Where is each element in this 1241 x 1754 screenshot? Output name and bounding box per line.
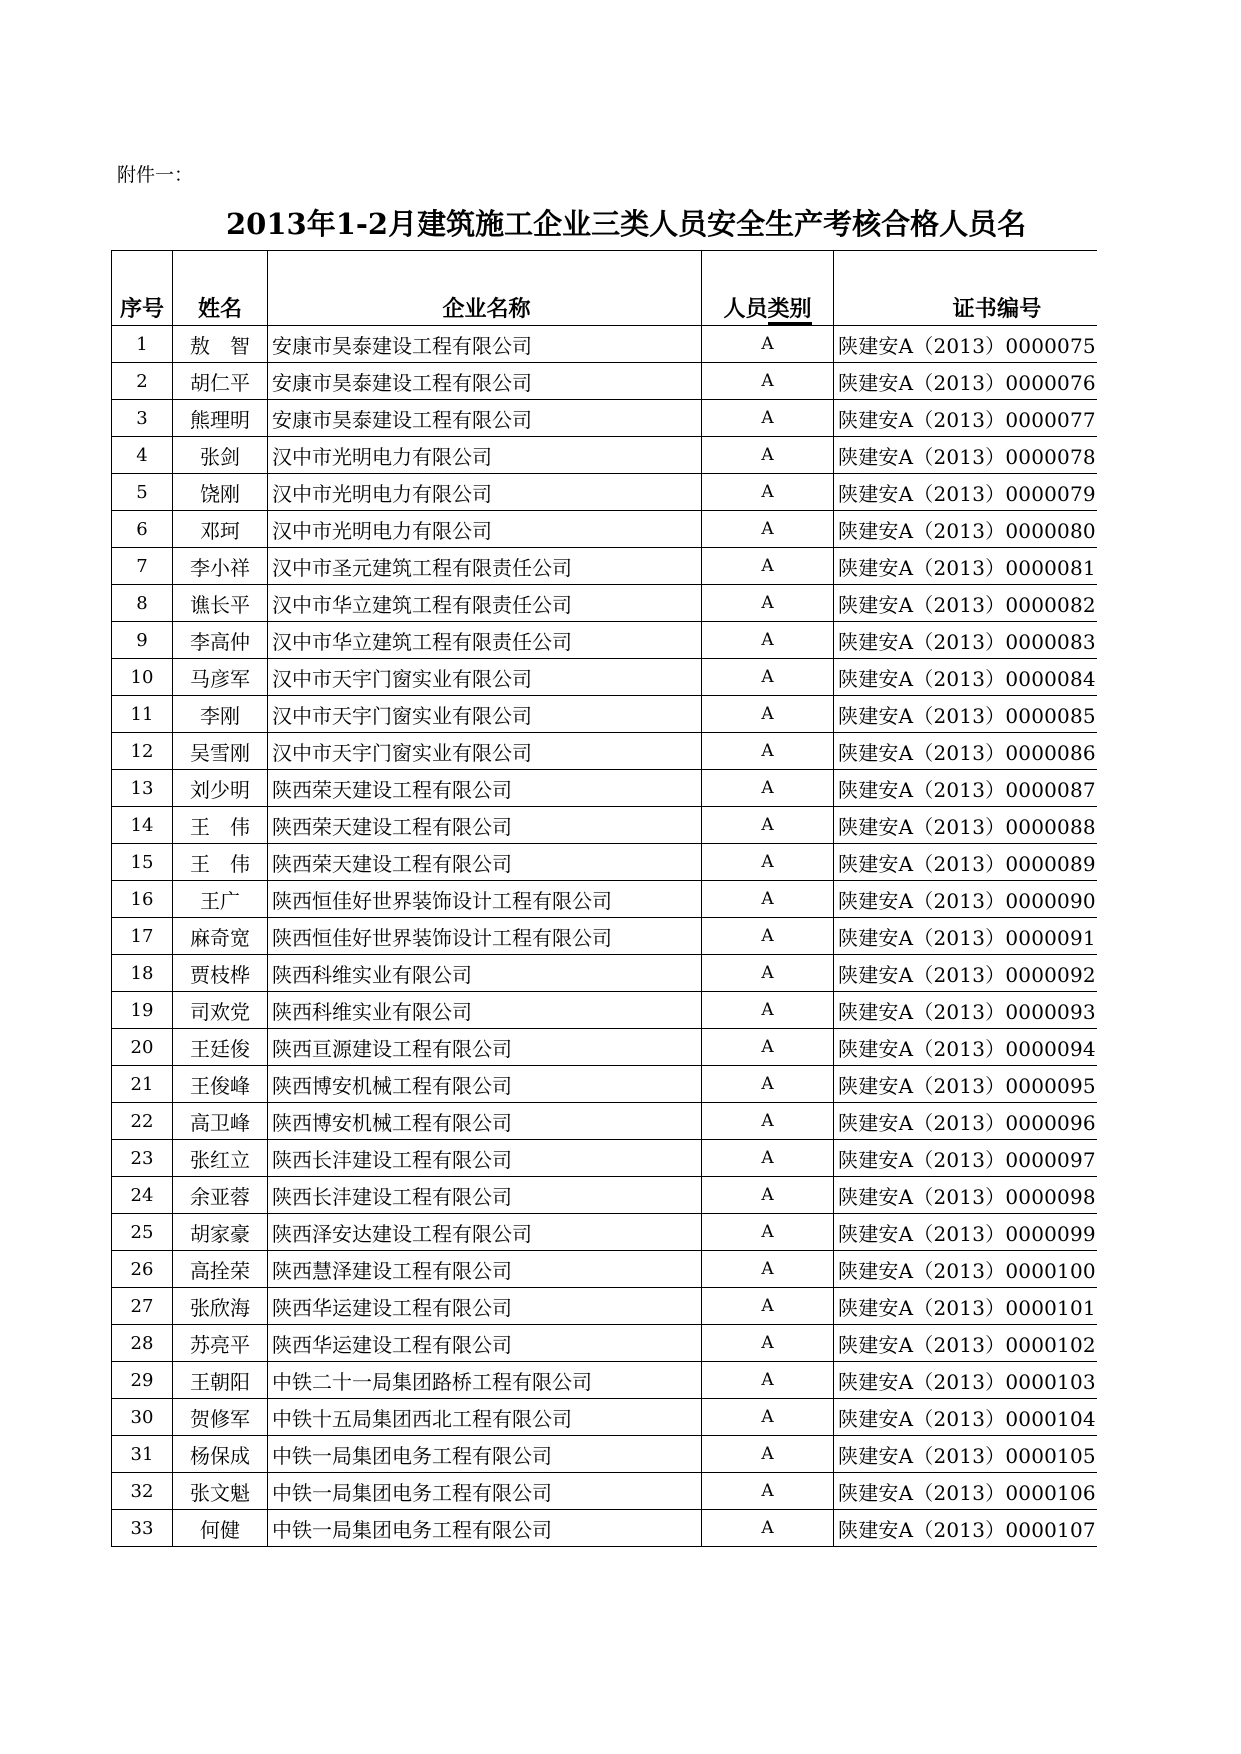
category-cell: A	[702, 1214, 834, 1251]
certificate-cell: 陕建安A（2013）0000093	[834, 992, 1098, 1029]
seq-cell: 23	[112, 1140, 173, 1177]
table-row	[112, 548, 1098, 585]
seq-cell: 29	[112, 1362, 173, 1399]
name-cell: 贺修军	[173, 1399, 268, 1436]
name-cell: 王 伟	[173, 807, 268, 844]
category-cell: A	[702, 622, 834, 659]
category-cell: A	[702, 1325, 834, 1362]
table-row	[112, 1325, 1098, 1362]
category-cell: A	[702, 1399, 834, 1436]
company-cell: 陕西亘源建设工程有限公司	[268, 1029, 702, 1066]
name-cell: 胡家豪	[173, 1214, 268, 1251]
category-cell: A	[702, 1251, 834, 1288]
table-row	[112, 881, 1098, 918]
certificate-cell: 陕建安A（2013）0000080	[834, 511, 1098, 548]
header-category-part1: 人员	[723, 296, 768, 322]
certificate-cell: 陕建安A（2013）0000083	[834, 622, 1098, 659]
company-cell: 陕西科维实业有限公司	[268, 992, 702, 1029]
name-cell: 张文魁	[173, 1473, 268, 1510]
table-row	[112, 1251, 1098, 1288]
name-cell: 王廷俊	[173, 1029, 268, 1066]
company-cell: 陕西恒佳好世界装饰设计工程有限公司	[268, 918, 702, 955]
certificate-cell: 陕建安A（2013）0000092	[834, 955, 1098, 992]
certificate-cell: 陕建安A（2013）0000106	[834, 1473, 1098, 1510]
category-cell: A	[702, 1510, 834, 1547]
table-row	[112, 696, 1098, 733]
certificate-cell: 陕建安A（2013）0000101	[834, 1288, 1098, 1325]
table-viewport	[111, 250, 1097, 1580]
name-cell: 何健	[173, 1510, 268, 1547]
table-row	[112, 511, 1098, 548]
name-cell: 张红立	[173, 1140, 268, 1177]
table-row	[112, 918, 1098, 955]
name-cell: 熊理明	[173, 400, 268, 437]
name-cell: 张剑	[173, 437, 268, 474]
seq-cell: 19	[112, 992, 173, 1029]
qualified-personnel-table	[111, 250, 1097, 1547]
seq-cell: 3	[112, 400, 173, 437]
table-row	[112, 622, 1098, 659]
company-cell: 陕西博安机械工程有限公司	[268, 1066, 702, 1103]
attachment-label: 附件一：	[117, 164, 194, 186]
certificate-cell: 陕建安A（2013）0000090	[834, 881, 1098, 918]
company-cell: 陕西科维实业有限公司	[268, 955, 702, 992]
table-row	[112, 585, 1098, 622]
company-cell: 陕西华运建设工程有限公司	[268, 1288, 702, 1325]
company-cell: 陕西泽安达建设工程有限公司	[268, 1214, 702, 1251]
name-cell: 敖 智	[173, 326, 268, 363]
category-cell: A	[702, 770, 834, 807]
table-row	[112, 733, 1098, 770]
seq-cell: 18	[112, 955, 173, 992]
seq-cell: 4	[112, 437, 173, 474]
category-cell: A	[702, 844, 834, 881]
category-cell: A	[702, 548, 834, 585]
name-cell: 麻奇宽	[173, 918, 268, 955]
table-row	[112, 992, 1098, 1029]
certificate-cell: 陕建安A（2013）0000097	[834, 1140, 1098, 1177]
company-cell: 陕西慧泽建设工程有限公司	[268, 1251, 702, 1288]
category-cell: A	[702, 1103, 834, 1140]
table-row	[112, 1436, 1098, 1473]
company-cell: 汉中市光明电力有限公司	[268, 437, 702, 474]
seq-cell: 13	[112, 770, 173, 807]
name-cell: 李小祥	[173, 548, 268, 585]
table-row	[112, 1473, 1098, 1510]
category-cell: A	[702, 511, 834, 548]
name-cell: 杨保成	[173, 1436, 268, 1473]
name-cell: 饶刚	[173, 474, 268, 511]
seq-cell: 20	[112, 1029, 173, 1066]
category-cell: A	[702, 363, 834, 400]
table-row	[112, 807, 1098, 844]
seq-cell: 21	[112, 1066, 173, 1103]
name-cell: 高卫峰	[173, 1103, 268, 1140]
company-cell: 中铁一局集团电务工程有限公司	[268, 1473, 702, 1510]
company-cell: 陕西荣天建设工程有限公司	[268, 844, 702, 881]
seq-cell: 33	[112, 1510, 173, 1547]
seq-cell: 22	[112, 1103, 173, 1140]
certificate-cell: 陕建安A（2013）0000084	[834, 659, 1098, 696]
seq-cell: 27	[112, 1288, 173, 1325]
category-cell: A	[702, 807, 834, 844]
company-cell: 陕西华运建设工程有限公司	[268, 1325, 702, 1362]
name-cell: 马彦军	[173, 659, 268, 696]
table-row	[112, 1029, 1098, 1066]
company-cell: 中铁一局集团电务工程有限公司	[268, 1510, 702, 1547]
table-row	[112, 326, 1098, 363]
category-cell: A	[702, 326, 834, 363]
header-seq: 序号	[112, 251, 173, 326]
table-row	[112, 1140, 1098, 1177]
certificate-cell: 陕建安A（2013）0000103	[834, 1362, 1098, 1399]
certificate-cell: 陕建安A（2013）0000102	[834, 1325, 1098, 1362]
table-row	[112, 363, 1098, 400]
name-cell: 贾枝桦	[173, 955, 268, 992]
certificate-cell: 陕建安A（2013）0000105	[834, 1436, 1098, 1473]
category-cell: A	[702, 437, 834, 474]
seq-cell: 2	[112, 363, 173, 400]
table-row	[112, 770, 1098, 807]
table-row	[112, 844, 1098, 881]
category-cell: A	[702, 696, 834, 733]
certificate-cell: 陕建安A（2013）0000075	[834, 326, 1098, 363]
certificate-cell: 陕建安A（2013）0000095	[834, 1066, 1098, 1103]
category-cell: A	[702, 881, 834, 918]
company-cell: 安康市昊泰建设工程有限公司	[268, 326, 702, 363]
header-company: 企业名称	[268, 251, 702, 326]
certificate-cell: 陕建安A（2013）0000079	[834, 474, 1098, 511]
company-cell: 汉中市圣元建筑工程有限责任公司	[268, 548, 702, 585]
certificate-cell: 陕建安A（2013）0000076	[834, 363, 1098, 400]
seq-cell: 5	[112, 474, 173, 511]
category-cell: A	[702, 1029, 834, 1066]
company-cell: 陕西长沣建设工程有限公司	[268, 1177, 702, 1214]
category-cell: A	[702, 474, 834, 511]
category-cell: A	[702, 1362, 834, 1399]
company-cell: 陕西荣天建设工程有限公司	[268, 770, 702, 807]
seq-cell: 31	[112, 1436, 173, 1473]
certificate-cell: 陕建安A（2013）0000098	[834, 1177, 1098, 1214]
name-cell: 张欣海	[173, 1288, 268, 1325]
name-cell: 李高仲	[173, 622, 268, 659]
table-row	[112, 1399, 1098, 1436]
company-cell: 陕西荣天建设工程有限公司	[268, 807, 702, 844]
certificate-cell: 陕建安A（2013）0000086	[834, 733, 1098, 770]
seq-cell: 24	[112, 1177, 173, 1214]
name-cell: 王俊峰	[173, 1066, 268, 1103]
name-cell: 苏亮平	[173, 1325, 268, 1362]
certificate-cell: 陕建安A（2013）0000088	[834, 807, 1098, 844]
seq-cell: 26	[112, 1251, 173, 1288]
category-cell: A	[702, 1140, 834, 1177]
name-cell: 王广	[173, 881, 268, 918]
table-row	[112, 1066, 1098, 1103]
company-cell: 汉中市华立建筑工程有限责任公司	[268, 622, 702, 659]
name-cell: 邓珂	[173, 511, 268, 548]
company-cell: 陕西长沣建设工程有限公司	[268, 1140, 702, 1177]
company-cell: 陕西恒佳好世界装饰设计工程有限公司	[268, 881, 702, 918]
seq-cell: 32	[112, 1473, 173, 1510]
company-cell: 汉中市光明电力有限公司	[268, 511, 702, 548]
category-cell: A	[702, 1473, 834, 1510]
certificate-cell: 陕建安A（2013）0000085	[834, 696, 1098, 733]
table-row	[112, 1288, 1098, 1325]
table-row	[112, 1103, 1098, 1140]
certificate-cell: 陕建安A（2013）0000081	[834, 548, 1098, 585]
company-cell: 汉中市光明电力有限公司	[268, 474, 702, 511]
header-name: 姓名	[173, 251, 268, 326]
table-row	[112, 659, 1098, 696]
name-cell: 王 伟	[173, 844, 268, 881]
name-cell: 余亚蓉	[173, 1177, 268, 1214]
certificate-cell: 陕建安A（2013）0000096	[834, 1103, 1098, 1140]
seq-cell: 10	[112, 659, 173, 696]
table-header-row	[112, 251, 1098, 326]
table-row	[112, 1214, 1098, 1251]
company-cell: 汉中市天宇门窗实业有限公司	[268, 733, 702, 770]
certificate-cell: 陕建安A（2013）0000094	[834, 1029, 1098, 1066]
header-category-part2: 类别	[768, 296, 812, 325]
company-cell: 陕西博安机械工程有限公司	[268, 1103, 702, 1140]
category-cell: A	[702, 585, 834, 622]
header-certificate: 证书编号	[834, 251, 1098, 326]
certificate-cell: 陕建安A（2013）0000087	[834, 770, 1098, 807]
seq-cell: 11	[112, 696, 173, 733]
header-category	[702, 251, 834, 326]
company-cell: 汉中市天宇门窗实业有限公司	[268, 659, 702, 696]
seq-cell: 17	[112, 918, 173, 955]
certificate-cell: 陕建安A（2013）0000077	[834, 400, 1098, 437]
seq-cell: 16	[112, 881, 173, 918]
seq-cell: 1	[112, 326, 173, 363]
table-row	[112, 437, 1098, 474]
table-row	[112, 1177, 1098, 1214]
certificate-cell: 陕建安A（2013）0000089	[834, 844, 1098, 881]
table-row	[112, 400, 1098, 437]
company-cell: 中铁二十一局集团路桥工程有限公司	[268, 1362, 702, 1399]
name-cell: 刘少明	[173, 770, 268, 807]
page-title: 2013年1-2月建筑施工企业三类人员安全生产考核合格人员名	[226, 207, 1027, 241]
seq-cell: 7	[112, 548, 173, 585]
seq-cell: 30	[112, 1399, 173, 1436]
company-cell: 中铁一局集团电务工程有限公司	[268, 1436, 702, 1473]
category-cell: A	[702, 659, 834, 696]
category-cell: A	[702, 1177, 834, 1214]
certificate-cell: 陕建安A（2013）0000091	[834, 918, 1098, 955]
name-cell: 胡仁平	[173, 363, 268, 400]
certificate-cell: 陕建安A（2013）0000082	[834, 585, 1098, 622]
name-cell: 司欢党	[173, 992, 268, 1029]
company-cell: 安康市昊泰建设工程有限公司	[268, 363, 702, 400]
name-cell: 王朝阳	[173, 1362, 268, 1399]
seq-cell: 14	[112, 807, 173, 844]
certificate-cell: 陕建安A（2013）0000104	[834, 1399, 1098, 1436]
seq-cell: 8	[112, 585, 173, 622]
seq-cell: 6	[112, 511, 173, 548]
category-cell: A	[702, 992, 834, 1029]
category-cell: A	[702, 400, 834, 437]
certificate-cell: 陕建安A（2013）0000078	[834, 437, 1098, 474]
seq-cell: 12	[112, 733, 173, 770]
table-row	[112, 1510, 1098, 1547]
category-cell: A	[702, 1436, 834, 1473]
name-cell: 谯长平	[173, 585, 268, 622]
certificate-cell: 陕建安A（2013）0000099	[834, 1214, 1098, 1251]
name-cell: 李刚	[173, 696, 268, 733]
table-row	[112, 1362, 1098, 1399]
company-cell: 安康市昊泰建设工程有限公司	[268, 400, 702, 437]
name-cell: 高拴荣	[173, 1251, 268, 1288]
certificate-cell: 陕建安A（2013）0000107	[834, 1510, 1098, 1547]
category-cell: A	[702, 1066, 834, 1103]
table-row	[112, 474, 1098, 511]
certificate-cell: 陕建安A（2013）0000100	[834, 1251, 1098, 1288]
table-row	[112, 955, 1098, 992]
category-cell: A	[702, 733, 834, 770]
company-cell: 汉中市天宇门窗实业有限公司	[268, 696, 702, 733]
seq-cell: 25	[112, 1214, 173, 1251]
seq-cell: 9	[112, 622, 173, 659]
category-cell: A	[702, 1288, 834, 1325]
company-cell: 汉中市华立建筑工程有限责任公司	[268, 585, 702, 622]
seq-cell: 15	[112, 844, 173, 881]
company-cell: 中铁十五局集团西北工程有限公司	[268, 1399, 702, 1436]
category-cell: A	[702, 955, 834, 992]
name-cell: 吴雪刚	[173, 733, 268, 770]
category-cell: A	[702, 918, 834, 955]
seq-cell: 28	[112, 1325, 173, 1362]
